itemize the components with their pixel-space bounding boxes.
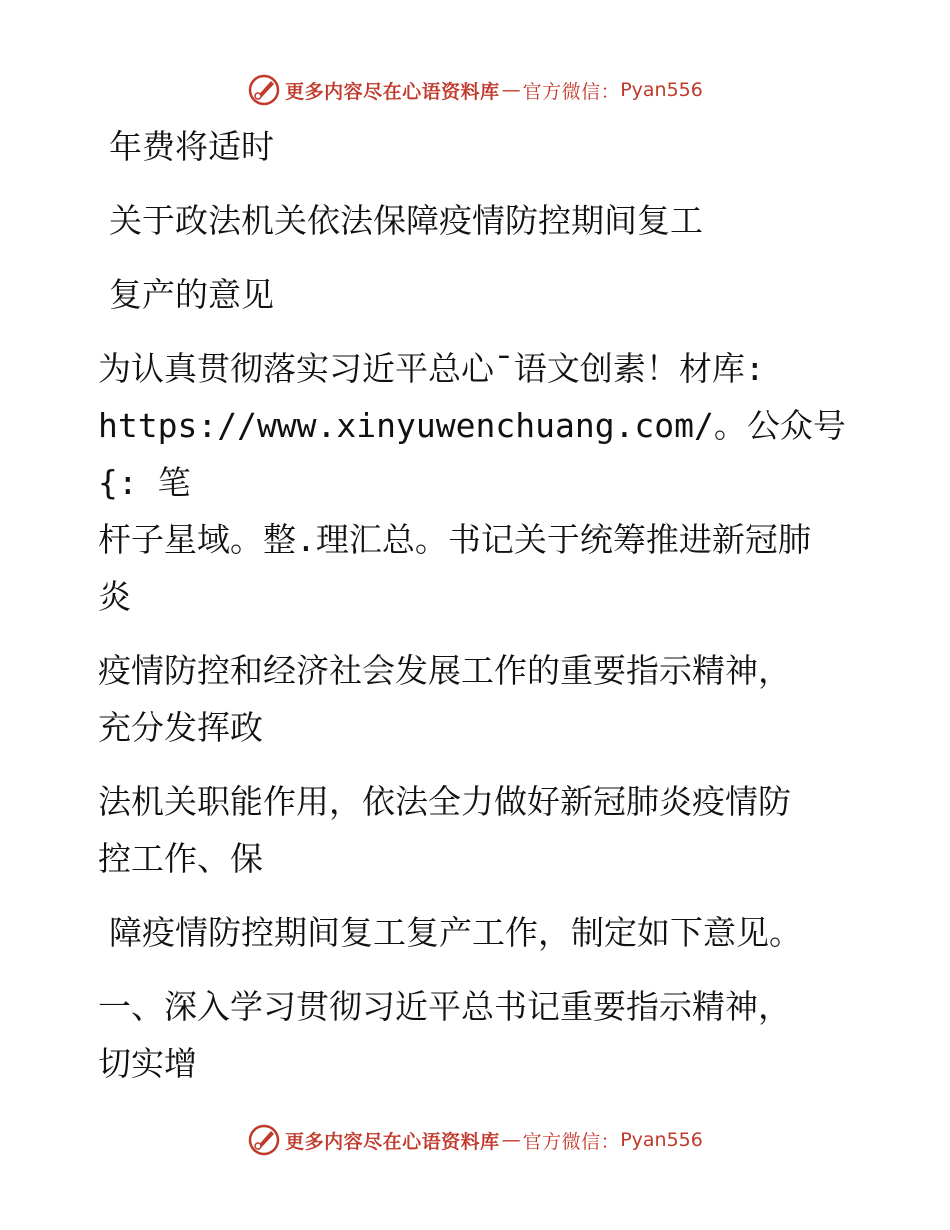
watermark-separator: — [501,1129,521,1151]
paragraph-3: 复产的意见 [109,275,274,314]
watermark-label: 官方微信： [522,80,621,103]
paragraph-7: 障疫情防控期间复工复产工作，制定如下意见。 [109,913,802,952]
paragraph-8: 一、深入学习贯彻习近平总书记重要指示精神， 切实增 [98,987,791,1083]
brush-logo-icon [247,73,281,107]
paragraph-5: 疫情防控和经济社会发展工作的重要指示精神， 充分发挥政 [98,651,791,747]
paragraph-2: 关于政法机关依法保障疫情防控期间复工 [109,201,703,240]
watermark-brand: 更多内容尽在心语资料库 [285,1130,500,1153]
watermark-account: Pyan556 [620,1129,703,1151]
brush-logo-icon [247,1123,281,1157]
paragraph-6: 法机关职能作用，依法全力做好新冠肺炎疫情防 控工作、保 [98,782,791,878]
watermark-brand: 更多内容尽在心语资料库 [285,80,500,103]
paragraph-4: 为认真贯彻落实习近平总心¯语文创素！材库: https://www.xinyuwenchuang.com/。公众号{: 笔 杆子星域。整.理汇总。书记关于统筹推进新冠肺 炎 [98,349,846,616]
watermark-separator: — [501,79,521,101]
watermark-label: 官方微信： [522,1130,621,1153]
footer-watermark [0,1122,950,1158]
header-watermark [0,72,950,108]
watermark-account: Pyan556 [620,79,703,101]
document-body [98,118,858,1109]
paragraph-1: 年费将适时 [109,127,274,166]
